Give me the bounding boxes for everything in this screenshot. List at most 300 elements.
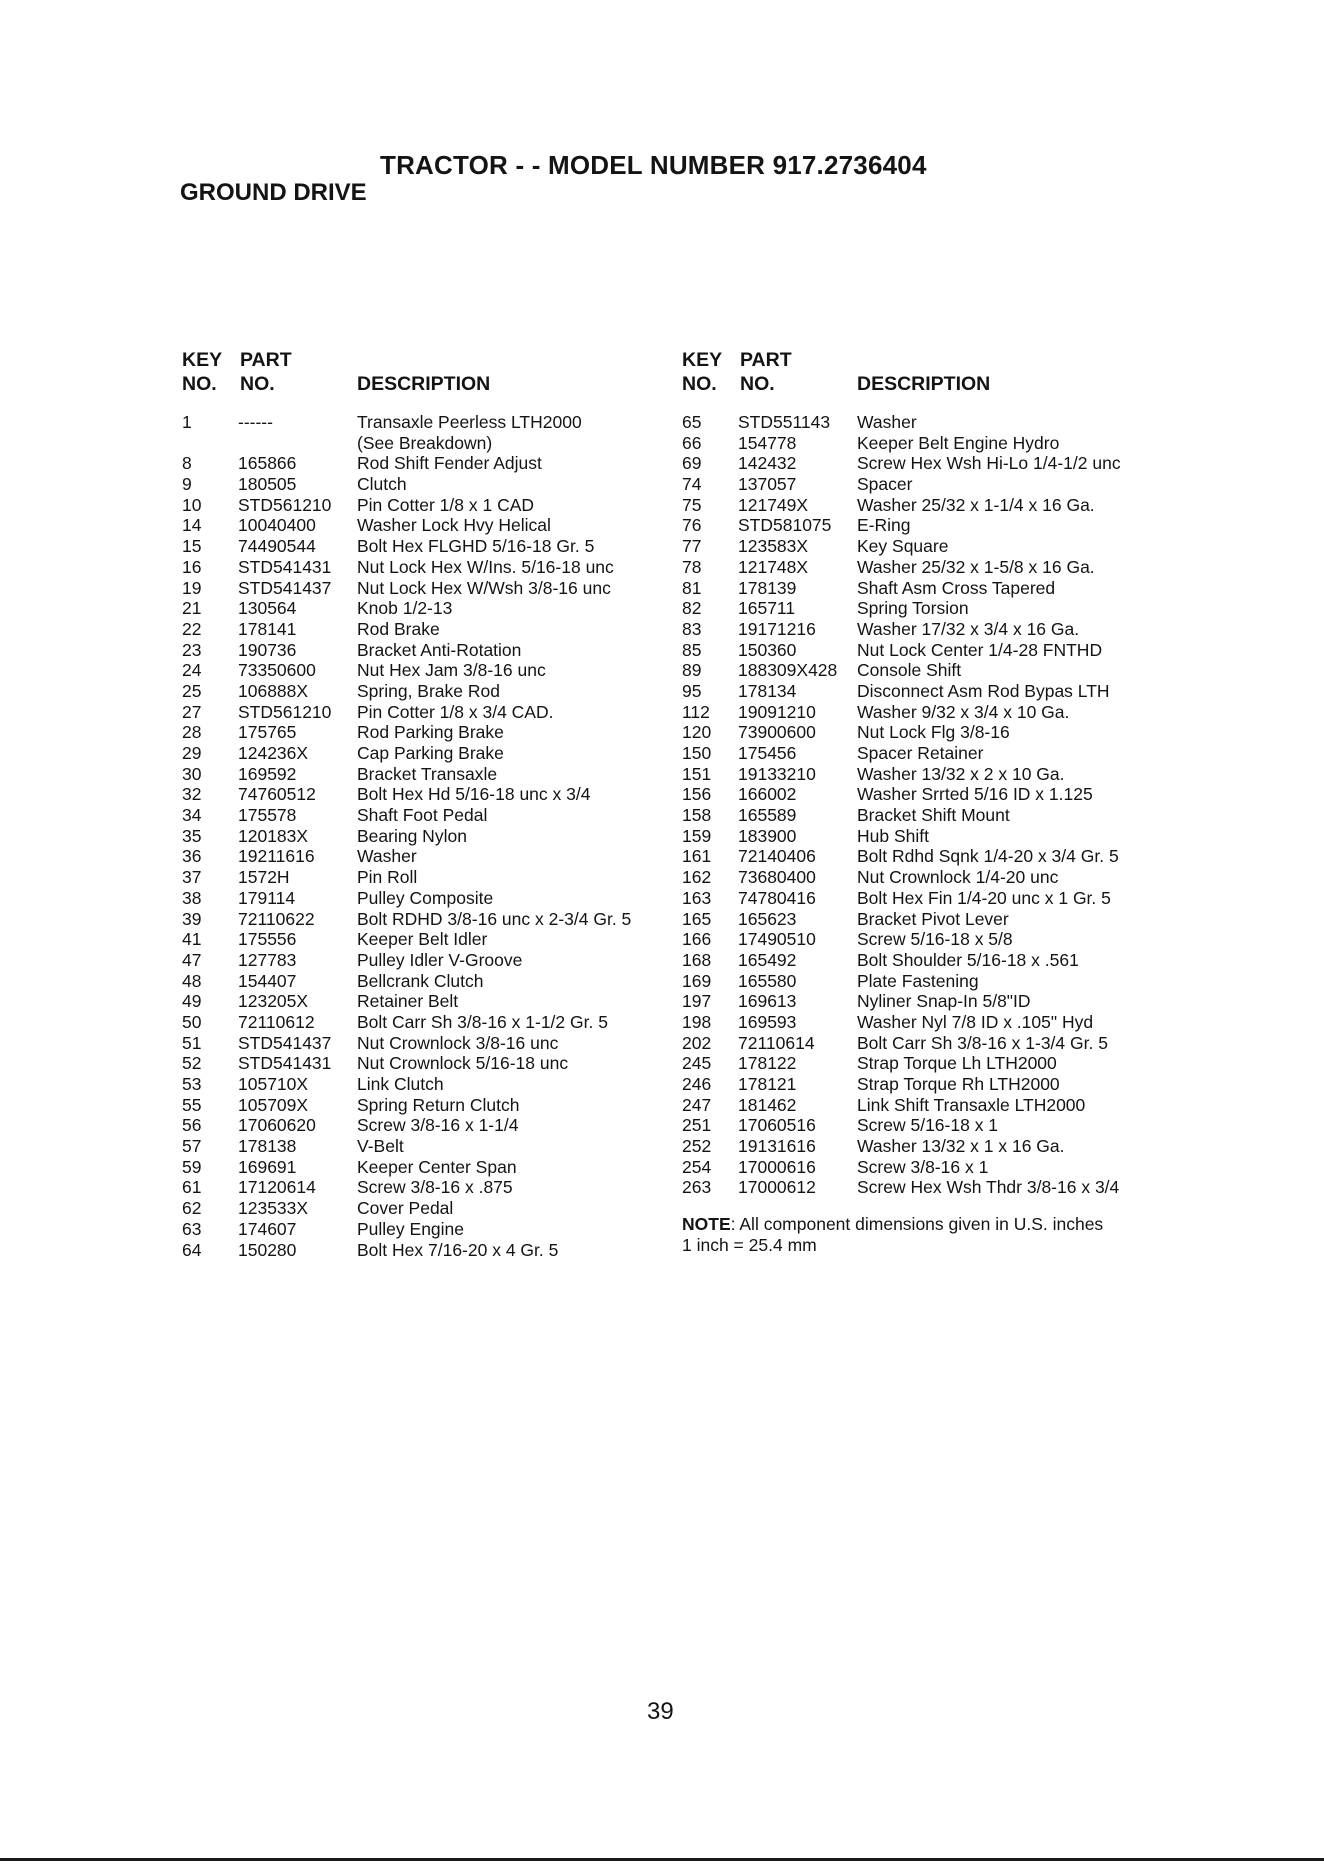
key-number: 198: [682, 1011, 712, 1032]
part-number: 74760512: [238, 784, 316, 805]
part-number: 127783: [238, 949, 297, 970]
part-description: Washer 25/32 x 1-5/8 x 16 Ga.: [857, 556, 1095, 577]
key-number: 27: [182, 701, 202, 722]
part-description: Washer Srrted 5/16 ID x 1.125: [857, 784, 1093, 805]
key-number: 246: [682, 1074, 712, 1094]
part-no-header: NO.: [740, 373, 775, 395]
key-number: 49: [182, 991, 202, 1012]
part-number: 73900600: [738, 722, 816, 743]
part-description: Washer 9/32 x 3/4 x 10 Ga.: [857, 701, 1070, 722]
part-row: [180, 846, 680, 867]
part-number: 19131616: [738, 1136, 816, 1157]
key-number: 156: [682, 784, 712, 805]
part-description: Screw Hex Wsh Hi-Lo 1/4-1/2 unc: [857, 453, 1121, 474]
key-number: 197: [682, 991, 712, 1012]
part-description: Bracket Shift Mount: [857, 805, 1010, 826]
key-number: 120: [682, 722, 712, 743]
part-header: PART: [240, 349, 292, 371]
part-row: [180, 702, 680, 723]
key-number: 168: [682, 949, 712, 970]
part-number: 120183X: [238, 825, 309, 846]
part-description: Rod Shift Fender Adjust: [357, 453, 542, 474]
key-header: KEY: [682, 349, 723, 371]
part-number: 121749X: [738, 494, 809, 515]
part-description: Washer 13/32 x 2 x 10 Ga.: [857, 763, 1065, 784]
part-description: Screw 5/16-18 x 1: [857, 1115, 999, 1136]
parts-rows: [180, 412, 680, 1260]
part-description: Bracket Pivot Lever: [857, 908, 1009, 929]
part-description: Plate Fastening: [857, 970, 979, 991]
key-number: 52: [182, 1053, 202, 1074]
key-number: 89: [682, 660, 702, 681]
key-number: 252: [682, 1136, 712, 1157]
key-number: 112: [682, 701, 710, 722]
key-number: 95: [682, 680, 702, 701]
part-row: [180, 826, 680, 847]
part-number: 150360: [738, 639, 797, 660]
part-description: (See Breakdown): [357, 432, 493, 453]
part-row: [180, 991, 680, 1012]
key-number: 74: [682, 474, 702, 495]
key-number: 76: [682, 515, 702, 536]
part-row: [180, 536, 680, 557]
part-number: 165589: [738, 805, 797, 826]
part-description: Bolt Shoulder 5/16-18 x .561: [857, 949, 1079, 970]
key-header: KEY: [182, 349, 223, 371]
part-description: Screw 5/16-18 x 5/8: [857, 929, 1013, 950]
part-number: 19091210: [738, 701, 816, 722]
part-description: Screw Hex Wsh Thdr 3/8-16 x 3/4: [857, 1177, 1120, 1198]
key-number: 19: [182, 577, 202, 598]
part-description: Nut Crownlock 5/16-18 unc: [357, 1053, 569, 1074]
part-description: Washer: [357, 846, 417, 867]
part-number: 17060516: [738, 1115, 816, 1136]
part-row: [180, 1033, 680, 1054]
key-number: 263: [682, 1177, 712, 1198]
part-row: [680, 826, 1180, 847]
part-row: [180, 929, 680, 950]
part-row: [180, 1157, 680, 1178]
key-number: 202: [682, 1032, 712, 1053]
part-number: 19211616: [238, 846, 315, 867]
part-description: Nyliner Snap-In 5/8"ID: [857, 991, 1031, 1012]
part-row: [180, 453, 680, 474]
key-number: 16: [182, 556, 202, 577]
part-number: 105710X: [238, 1074, 309, 1094]
part-number: STD541437: [238, 1032, 332, 1053]
part-row: [680, 971, 1180, 992]
key-number: 61: [182, 1177, 202, 1198]
part-description: Bolt Hex 7/16-20 x 4 Gr. 5: [357, 1239, 559, 1260]
part-number: 72110612: [238, 1011, 315, 1032]
part-number: 175578: [238, 805, 297, 826]
note-line: [682, 1214, 1103, 1235]
part-number: 166002: [738, 784, 797, 805]
key-number: 9: [182, 474, 192, 495]
key-number: 66: [682, 432, 702, 453]
part-row: [180, 660, 680, 681]
part-row: [680, 743, 1180, 764]
part-row: [180, 515, 680, 536]
part-number: 73680400: [738, 867, 816, 888]
part-row: [180, 971, 680, 992]
key-number: 163: [682, 887, 712, 908]
part-row: [180, 557, 680, 578]
part-row: [680, 474, 1180, 495]
part-number: 178121: [738, 1074, 797, 1094]
part-row: [180, 950, 680, 971]
parts-list-right: [680, 348, 1180, 1198]
part-description: Shaft Foot Pedal: [357, 805, 488, 826]
part-description: Nut Lock Hex W/Wsh 3/8-16 unc: [357, 577, 611, 598]
part-row: [680, 950, 1180, 971]
part-number: 179114: [238, 887, 296, 908]
key-number: 32: [182, 784, 202, 805]
part-row: [180, 1177, 680, 1198]
part-row: [680, 578, 1180, 599]
part-row: [680, 495, 1180, 516]
part-row: [180, 1240, 680, 1261]
part-number: 165623: [738, 908, 797, 929]
key-number: 251: [682, 1115, 712, 1136]
part-description: Spring Return Clutch: [357, 1094, 520, 1115]
part-no-header: NO.: [240, 373, 275, 395]
part-description: Bracket Anti-Rotation: [357, 639, 522, 660]
part-row: [680, 846, 1180, 867]
key-number: 30: [182, 763, 202, 784]
key-number: 39: [182, 908, 202, 929]
part-number: 178141: [238, 618, 297, 639]
part-description: Nut Hex Jam 3/8-16 unc: [357, 660, 546, 681]
part-description: Pin Cotter 1/8 x 3/4 CAD.: [357, 701, 554, 722]
key-number: 48: [182, 970, 202, 991]
part-row: [680, 598, 1180, 619]
part-number: 19133210: [738, 763, 816, 784]
part-description: Console Shift: [857, 660, 962, 681]
key-number: 77: [682, 536, 702, 557]
part-description: Retainer Belt: [357, 991, 459, 1012]
part-number: 169691: [238, 1156, 297, 1177]
key-number: 41: [182, 929, 202, 950]
key-number: 55: [182, 1094, 202, 1115]
part-row: [680, 1157, 1180, 1178]
key-number: 85: [682, 639, 702, 660]
part-row: [680, 805, 1180, 826]
key-number: 82: [682, 598, 702, 619]
part-description: Screw 3/8-16 x 1-1/4: [357, 1115, 519, 1136]
column-headers: [180, 348, 680, 398]
part-number: 124236X: [238, 743, 309, 763]
note-conversion: 1 inch = 25.4 mm: [682, 1235, 817, 1255]
part-row: [680, 722, 1180, 743]
key-number: 57: [182, 1136, 202, 1157]
parts-rows: [680, 412, 1180, 1198]
key-number: 21: [182, 598, 202, 619]
part-number: 175556: [238, 929, 297, 950]
part-description: Spring Torsion: [857, 598, 969, 619]
part-row: [180, 888, 680, 909]
key-number: 81: [682, 577, 702, 598]
key-number: 14: [182, 515, 202, 536]
part-row: [680, 784, 1180, 805]
part-description: Bolt Carr Sh 3/8-16 x 1-3/4 Gr. 5: [857, 1032, 1108, 1053]
part-number: 72110622: [238, 908, 315, 929]
part-description: Pin Roll: [357, 867, 418, 888]
part-number: 190736: [238, 639, 297, 660]
key-number: 36: [182, 846, 202, 867]
part-row: [180, 1095, 680, 1116]
section-title: GROUND DRIVE: [180, 179, 367, 206]
part-description: Bellcrank Clutch: [357, 970, 484, 991]
part-number: 19171216: [738, 618, 816, 639]
key-number: 24: [182, 660, 202, 681]
part-description: V-Belt: [357, 1136, 404, 1157]
part-description: Pulley Composite: [357, 887, 494, 908]
part-number: 1572H: [238, 867, 290, 888]
part-description: Nut Crownlock 3/8-16 unc: [357, 1032, 559, 1053]
part-row: [180, 722, 680, 743]
key-number: 151: [682, 763, 712, 784]
part-number: 74490544: [238, 536, 316, 557]
part-description: E-Ring: [857, 515, 911, 536]
part-row: [680, 702, 1180, 723]
description-header: DESCRIPTION: [357, 373, 491, 395]
part-row: [680, 515, 1180, 536]
note-text: : All component dimensions given in U.S. inches: [730, 1214, 1104, 1234]
part-description: Keeper Center Span: [357, 1156, 517, 1177]
part-number: 175456: [738, 743, 797, 763]
part-description: Spring, Brake Rod: [357, 680, 500, 701]
key-number: 25: [182, 680, 202, 701]
part-description: Keeper Belt Idler: [357, 929, 488, 950]
part-description: Pulley Engine: [357, 1218, 465, 1239]
key-number: 64: [182, 1239, 202, 1260]
part-row: [680, 991, 1180, 1012]
part-row: [680, 888, 1180, 909]
part-row: [180, 1012, 680, 1033]
part-description: Clutch: [357, 474, 407, 495]
key-number: 150: [682, 743, 712, 763]
page-edge-line: [0, 1858, 1324, 1861]
key-number: 34: [182, 805, 202, 826]
part-description: Link Clutch: [357, 1074, 444, 1094]
part-description: Washer 25/32 x 1-1/4 x 16 Ga.: [857, 494, 1095, 515]
part-number: 17060620: [238, 1115, 316, 1136]
key-number: 59: [182, 1156, 202, 1177]
part-description: Keeper Belt Engine Hydro: [857, 432, 1060, 453]
part-number: 17000612: [738, 1177, 816, 1198]
parts-list-left: [180, 348, 680, 1260]
key-number: 38: [182, 887, 202, 908]
column-headers: [680, 348, 1180, 398]
part-number: 123205X: [238, 991, 309, 1012]
part-description: Washer Lock Hvy Helical: [357, 515, 551, 536]
part-row: [680, 453, 1180, 474]
dimensions-note: [682, 1214, 1103, 1256]
part-number: STD561210: [238, 494, 332, 515]
part-description: Washer 17/32 x 3/4 x 16 Ga.: [857, 618, 1080, 639]
part-description: Nut Lock Hex W/Ins. 5/16-18 unc: [357, 556, 614, 577]
part-row: [180, 474, 680, 495]
part-number: 181462: [738, 1094, 797, 1115]
part-description: Strap Torque Rh LTH2000: [857, 1074, 1060, 1094]
part-row: [180, 640, 680, 661]
part-number: 169593: [738, 1011, 797, 1032]
part-number: STD541437: [238, 577, 332, 598]
part-row: [680, 1012, 1180, 1033]
part-header: PART: [740, 349, 792, 371]
part-description: Washer: [857, 412, 917, 432]
key-number: 56: [182, 1115, 202, 1136]
part-row: [180, 1198, 680, 1219]
key-number: 28: [182, 722, 202, 743]
description-header: DESCRIPTION: [857, 373, 991, 395]
part-row: [180, 598, 680, 619]
part-row: [180, 764, 680, 785]
part-number: 137057: [738, 474, 797, 495]
part-description: Cover Pedal: [357, 1198, 454, 1219]
part-number: 169592: [238, 763, 297, 784]
part-row: [180, 1219, 680, 1240]
part-number: 74780416: [738, 887, 816, 908]
key-number: 8: [182, 453, 192, 474]
note-label: NOTE: [682, 1214, 731, 1234]
part-row: [680, 557, 1180, 578]
part-row: [180, 433, 680, 454]
part-description: Bolt Rdhd Sqnk 1/4-20 x 3/4 Gr. 5: [857, 846, 1119, 867]
part-row: [680, 867, 1180, 888]
part-description: Bolt Hex Hd 5/16-18 unc x 3/4: [357, 784, 591, 805]
key-number: 75: [682, 494, 702, 515]
part-row: [180, 909, 680, 930]
part-number: 105709X: [238, 1094, 309, 1115]
part-description: Screw 3/8-16 x .875: [357, 1177, 513, 1198]
part-description: Link Shift Transaxle LTH2000: [857, 1094, 1086, 1115]
part-row: [680, 1074, 1180, 1095]
key-number: 83: [682, 618, 702, 639]
part-number: 169613: [738, 991, 797, 1012]
part-number: 17120614: [238, 1177, 316, 1198]
key-number: 166: [682, 929, 712, 950]
part-description: Spacer: [857, 474, 913, 495]
key-number: 161: [682, 846, 712, 867]
key-number: 158: [682, 805, 712, 826]
part-number: 165711: [738, 598, 796, 619]
key-number: 29: [182, 743, 202, 763]
key-number: 162: [682, 867, 712, 888]
part-number: 178134: [738, 680, 797, 701]
key-number: 51: [182, 1032, 202, 1053]
part-row: [680, 412, 1180, 433]
part-description: Bolt Hex Fin 1/4-20 unc x 1 Gr. 5: [857, 887, 1111, 908]
part-row: [180, 1074, 680, 1095]
part-number: 178138: [238, 1136, 297, 1157]
key-number: 15: [182, 536, 202, 557]
part-number: 154407: [238, 970, 297, 991]
part-number: 175765: [238, 722, 297, 743]
key-no-header: NO.: [182, 373, 217, 395]
key-number: 63: [182, 1218, 202, 1239]
part-number: 142432: [738, 453, 797, 474]
key-number: 35: [182, 825, 202, 846]
part-number: 72110614: [738, 1032, 815, 1053]
key-number: 22: [182, 618, 202, 639]
part-row: [680, 433, 1180, 454]
key-number: 47: [182, 949, 202, 970]
part-number: 130564: [238, 598, 297, 619]
part-number: 106888X: [238, 680, 309, 701]
part-description: Rod Parking Brake: [357, 722, 504, 743]
part-description: Key Square: [857, 536, 949, 557]
key-no-header: NO.: [682, 373, 717, 395]
part-number: STD541431: [238, 556, 332, 577]
part-number: 165492: [738, 949, 797, 970]
part-row: [680, 1115, 1180, 1136]
part-number: 165580: [738, 970, 797, 991]
part-number: 10040400: [238, 515, 316, 536]
key-number: 23: [182, 639, 202, 660]
part-row: [680, 909, 1180, 930]
part-number: 17000616: [738, 1156, 816, 1177]
part-description: Nut Crownlock 1/4-20 unc: [857, 867, 1059, 888]
part-row: [680, 681, 1180, 702]
part-description: Bearing Nylon: [357, 825, 467, 846]
part-number: 180505: [238, 474, 297, 495]
part-row: [680, 660, 1180, 681]
part-description: Knob 1/2-13: [357, 598, 453, 619]
part-description: Pulley Idler V-Groove: [357, 949, 523, 970]
page-title: TRACTOR - - MODEL NUMBER 917.2736404: [380, 150, 927, 180]
key-number: 1: [182, 412, 192, 432]
page-number: 39: [647, 1698, 674, 1725]
part-number: 121748X: [738, 556, 809, 577]
part-description: Transaxle Peerless LTH2000: [357, 412, 582, 432]
key-number: 10: [182, 494, 202, 515]
key-number: 37: [182, 867, 202, 888]
key-number: 245: [682, 1053, 712, 1074]
part-number: STD551143: [738, 412, 831, 432]
part-row: [180, 784, 680, 805]
part-number: 150280: [238, 1239, 297, 1260]
part-row: [180, 805, 680, 826]
part-description: Bolt RDHD 3/8-16 unc x 2-3/4 Gr. 5: [357, 908, 632, 929]
key-number: 169: [682, 970, 712, 991]
part-number: 17490510: [738, 929, 816, 950]
part-row: [180, 412, 680, 433]
part-description: Screw 3/8-16 x 1: [857, 1156, 989, 1177]
part-number: 73350600: [238, 660, 316, 681]
part-row: [180, 578, 680, 599]
key-number: 165: [682, 908, 712, 929]
key-number: 53: [182, 1074, 202, 1094]
key-number: 254: [682, 1156, 712, 1177]
part-number: STD541431: [238, 1053, 332, 1074]
part-row: [680, 764, 1180, 785]
part-description: Washer Nyl 7/8 ID x .105" Hyd: [857, 1011, 1094, 1032]
part-number: STD581075: [738, 515, 832, 536]
part-row: [680, 640, 1180, 661]
part-description: Rod Brake: [357, 618, 440, 639]
part-number: ------: [238, 412, 273, 432]
part-row: [180, 743, 680, 764]
part-number: 183900: [738, 825, 797, 846]
part-number: 72140406: [738, 846, 816, 867]
part-row: [180, 495, 680, 516]
part-number: 123583X: [738, 536, 809, 557]
part-number: 178122: [738, 1053, 797, 1074]
part-row: [180, 1115, 680, 1136]
part-description: Cap Parking Brake: [357, 743, 504, 763]
